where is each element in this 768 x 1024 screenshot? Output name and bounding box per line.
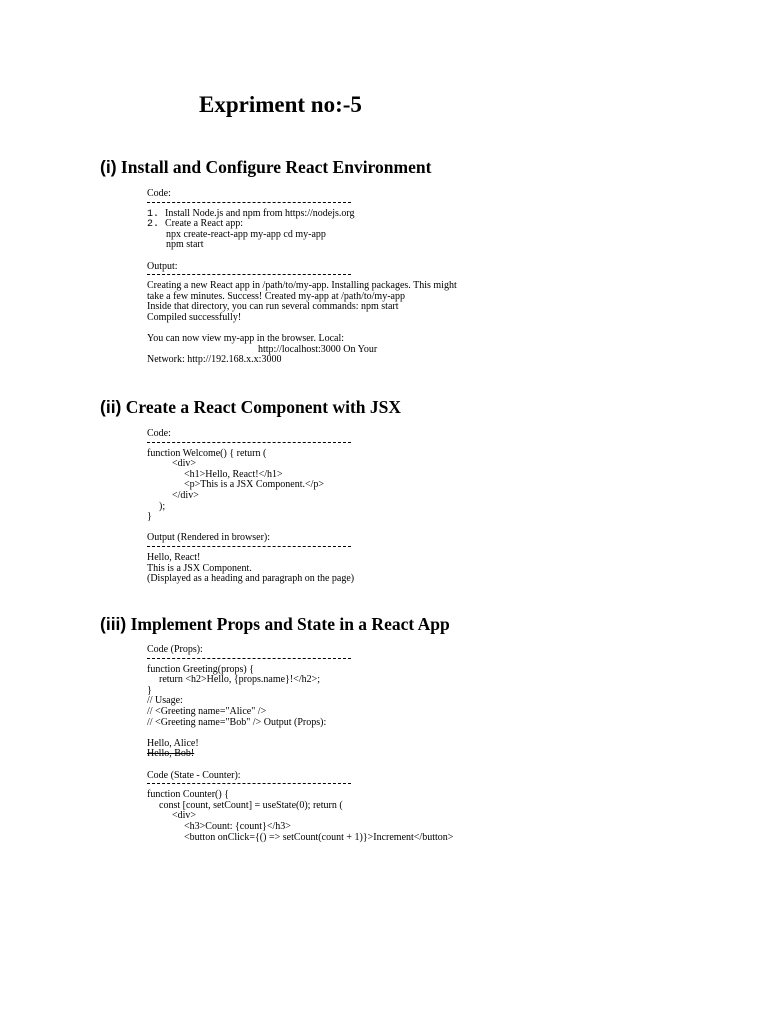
section-install-body	[147, 189, 457, 366]
section-number: (ii)	[100, 397, 122, 417]
output-line: Creating a new React app in /path/to/my-app. Installing packages. This might	[147, 280, 457, 292]
section-heading-jsx	[100, 397, 401, 418]
output-line: Hello, Alice!	[147, 737, 199, 749]
code-label: Code (State - Counter):	[147, 769, 241, 781]
code-label: Code:	[147, 428, 171, 439]
code-line: // <Greeting name="Alice" />	[147, 705, 267, 717]
section-title: Create a React Component with JSX	[125, 397, 402, 417]
list-item: 1. Install Node.js and npm from https://nodejs.org	[147, 207, 355, 220]
code-line: }	[147, 684, 152, 696]
code-line: <h3>Count: {count}</h3>	[184, 820, 291, 832]
dashed-divider	[147, 783, 351, 784]
output-line: Hello, React!	[147, 551, 201, 563]
code-line: return <h2>Hello, {props.name}!</h2>;	[159, 674, 321, 686]
code-line: const [count, setCount] = useState(0); return (	[159, 799, 343, 811]
dashed-divider	[147, 274, 351, 275]
section-props-state-body	[147, 645, 453, 843]
section-number: (i)	[100, 157, 117, 177]
section-title: Implement Props and State in a React App	[130, 614, 450, 634]
page-title: Expriment no:-5	[199, 92, 362, 117]
code-line: <p>This is a JSX Component.</p>	[184, 479, 325, 491]
section-title: Install and Configure React Environment	[120, 157, 432, 177]
code-line: <div>	[172, 810, 197, 822]
output-line: Inside that directory, you can run several commands: npm start	[147, 301, 399, 313]
dashed-divider	[147, 442, 351, 443]
code-line: </div>	[172, 489, 199, 501]
output-line: Hello, Bob!	[147, 748, 195, 760]
code-line: // <Greeting name="Bob" /> Output (Props):	[147, 716, 327, 728]
output-line: take a few minutes. Success! Created my-app at /path/to/my-app	[147, 290, 405, 302]
dashed-divider	[147, 546, 351, 547]
code-line: function Greeting(props) {	[147, 663, 254, 675]
output-label: Output (Rendered in browser):	[147, 532, 271, 544]
output-line: Network: http://192.168.x.x:3000	[147, 354, 282, 366]
output-line: You can now view my-app in the browser. Local:	[147, 333, 345, 345]
dashed-divider	[147, 202, 351, 203]
code-line: <div>	[172, 458, 197, 470]
command-line: npm start	[166, 239, 204, 251]
code-line: }	[147, 511, 152, 523]
output-line: (Displayed as a heading and paragraph on the page)	[147, 573, 355, 585]
section-heading-install	[100, 157, 431, 178]
output-line: Compiled successfully!	[147, 311, 242, 323]
code-line: <h1>Hello, React!</h1>	[184, 468, 283, 480]
code-line: <button onClick={() => setCount(count + 1)}>Increment</button>	[184, 831, 454, 843]
code-line: );	[159, 500, 166, 512]
code-line: function Welcome() { return (	[147, 447, 267, 459]
section-heading-props-state	[100, 614, 450, 635]
command-line: npx create-react-app my-app cd my-app	[166, 228, 326, 240]
code-line: // Usage:	[147, 695, 183, 707]
list-item: 2. Create a React app:	[147, 218, 244, 231]
output-label: Output:	[147, 260, 178, 272]
dashed-divider	[147, 658, 351, 659]
code-label: Code (Props):	[147, 644, 203, 655]
section-jsx-body	[147, 429, 354, 585]
code-line: function Counter() {	[147, 789, 230, 801]
output-line: http://localhost:3000 On Your	[258, 343, 378, 355]
code-label: Code:	[147, 188, 171, 199]
section-number: (iii)	[100, 614, 127, 634]
output-line: This is a JSX Component.	[147, 562, 252, 574]
